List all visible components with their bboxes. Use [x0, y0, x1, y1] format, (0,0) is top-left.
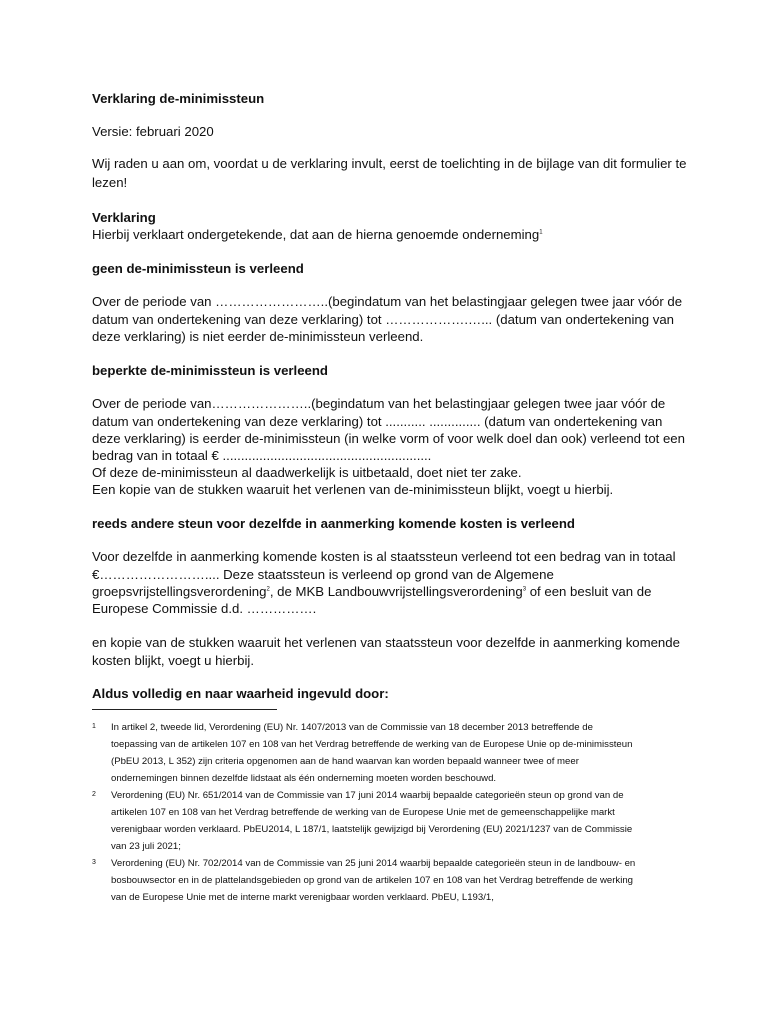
- option-no-aid-line-1: Over de periode van ……………………..(begindatum van het belastingjaar gelegen twee jaar vóór de: [92, 294, 683, 309]
- copy-line-1: en kopie van de stukken waaruit het verlenen van staatssteun voor dezelfde in aanmerking komende: [92, 635, 680, 650]
- option-limited-aid-line-4: bedrag van in totaal € .........................................................: [92, 448, 432, 463]
- option-limited-aid-line-3: deze verklaring) is eerder de-minimissteun (in welke vorm of voor welk doel dan ook) verleend tot een: [92, 431, 685, 446]
- option-no-aid-line-3: deze verklaring) is niet eerder de-minimissteun verleend.: [92, 329, 424, 344]
- line3-part-a: groepsvrijstellingsverordening: [92, 584, 267, 599]
- document-title: Verklaring de-minimissteun: [92, 91, 265, 106]
- line3-part-c: of een besluit van de: [526, 584, 652, 599]
- declaration-heading: Verklaring: [92, 210, 156, 225]
- declaration-text: [92, 226, 543, 243]
- declaration-text-body: Hierbij verklaart ondergetekende, dat aan de hierna genoemde onderneming: [92, 227, 540, 242]
- footnote-2-line-2: artikelen 107 en 108 van het Verdrag betreffende de werking van de Europese Unie met de gemeenschappelijke markt: [111, 807, 615, 818]
- option-limited-aid-line-5: Of deze de-minimissteun al daadwerkelijk is uitbetaald, doet niet ter zake.: [92, 465, 522, 480]
- version-label: Versie: februari 2020: [92, 124, 214, 139]
- option-other-aid-heading: reeds andere steun voor dezelfde in aanmerking komende kosten is verleend: [92, 516, 575, 531]
- footnote-ref-1[interactable]: 1: [539, 229, 543, 236]
- option-no-aid-heading: geen de-minimissteun is verleend: [92, 261, 304, 276]
- footnote-2-line-1: Verordening (EU) Nr. 651/2014 van de Commissie van 17 juni 2014 waarbij bepaalde categorieën steun op grond van de: [111, 790, 624, 801]
- footnote-3-line-2: bosbouwsector en in de plattelandsgebieden op grond van de artikelen 107 en 108 van het Verdrag betreffende de werking: [111, 875, 633, 886]
- footnote-1-line-1: In artikel 2, tweede lid, Verordening (EU) Nr. 1407/2013 van de Commissie van 18 december 2013 betreffende de: [111, 722, 593, 733]
- option-limited-aid-line-1: Over de periode van…………………..(begindatum van het belastingjaar gelegen twee jaar vóór de: [92, 396, 666, 411]
- option-other-aid-line-4: Europese Commissie d.d. …………….: [92, 601, 317, 616]
- footnote-separator: [92, 709, 277, 710]
- footnote-2-number: 2: [92, 791, 96, 798]
- intro-line-1: Wij raden u aan om, voordat u de verklaring invult, eerst de toelichting in de bijlage van dit formulier te: [92, 156, 687, 171]
- footnote-3-line-3: van de Europese Unie met de interne markt verenigbaar worden verklaard. PbEU, L193/1,: [111, 892, 494, 903]
- footnote-1-line-3: (PbEU 2013, L 352) zijn criteria opgenomen aan de hand waarvan kan worden bepaald wanneer twee of meer: [111, 756, 579, 767]
- copy-line-2: kosten blijkt, voegt u hierbij.: [92, 653, 254, 668]
- option-other-aid-line-2: €…………………….... Deze staatssteun is verleend op grond van de Algemene: [92, 567, 554, 582]
- option-limited-aid-heading: beperkte de-minimissteun is verleend: [92, 363, 328, 378]
- option-other-aid-line-3: [92, 583, 651, 600]
- footnote-2-line-4: van 23 juli 2021;: [111, 841, 181, 852]
- footnote-1-line-2: toepassing van de artikelen 107 en 108 van het Verdrag betreffende de werking van de Europese Unie op de-minimissteun: [111, 739, 633, 750]
- intro-line-2: lezen!: [92, 175, 128, 190]
- footnote-2-line-3: verenigbaar worden verklaard. PbEU2014, L 187/1, laatstelijk gewijzigd bij Verordening (EU) 2021/1237 van de Commissie: [111, 824, 633, 835]
- option-limited-aid-line-6: Een kopie van de stukken waaruit het verlenen van de-minimissteun blijkt, voegt u hierbij.: [92, 482, 614, 497]
- footnote-1-number: 1: [92, 723, 96, 730]
- option-no-aid-line-2: datum van ondertekening van deze verklaring) tot ……………….…... (datum van ondertekening van: [92, 312, 675, 327]
- footnote-ref-2[interactable]: 2: [266, 586, 270, 593]
- footnote-ref-3[interactable]: 3: [522, 586, 527, 593]
- option-limited-aid-line-2: datum van ondertekening van deze verklaring) tot ........... .............. (datum van ondertekening van: [92, 414, 663, 429]
- option-other-aid-line-1: Voor dezelfde in aanmerking komende kosten is al staatssteun verleend tot een bedrag van in totaal: [92, 549, 676, 564]
- footnote-1-line-4: ondernemingen binnen dezelfde lidstaat als één onderneming moeten worden beschouwd.: [111, 773, 497, 784]
- footnote-3-number: 3: [92, 859, 96, 866]
- line3-part-b: , de MKB Landbouwvrijstellingsverordening: [269, 584, 523, 599]
- closing-statement: Aldus volledig en naar waarheid ingevuld door:: [92, 686, 389, 701]
- footnote-3-line-1: Verordening (EU) Nr. 702/2014 van de Commissie van 25 juni 2014 waarbij bepaalde categorieën steun in de landbouw- en: [111, 858, 636, 869]
